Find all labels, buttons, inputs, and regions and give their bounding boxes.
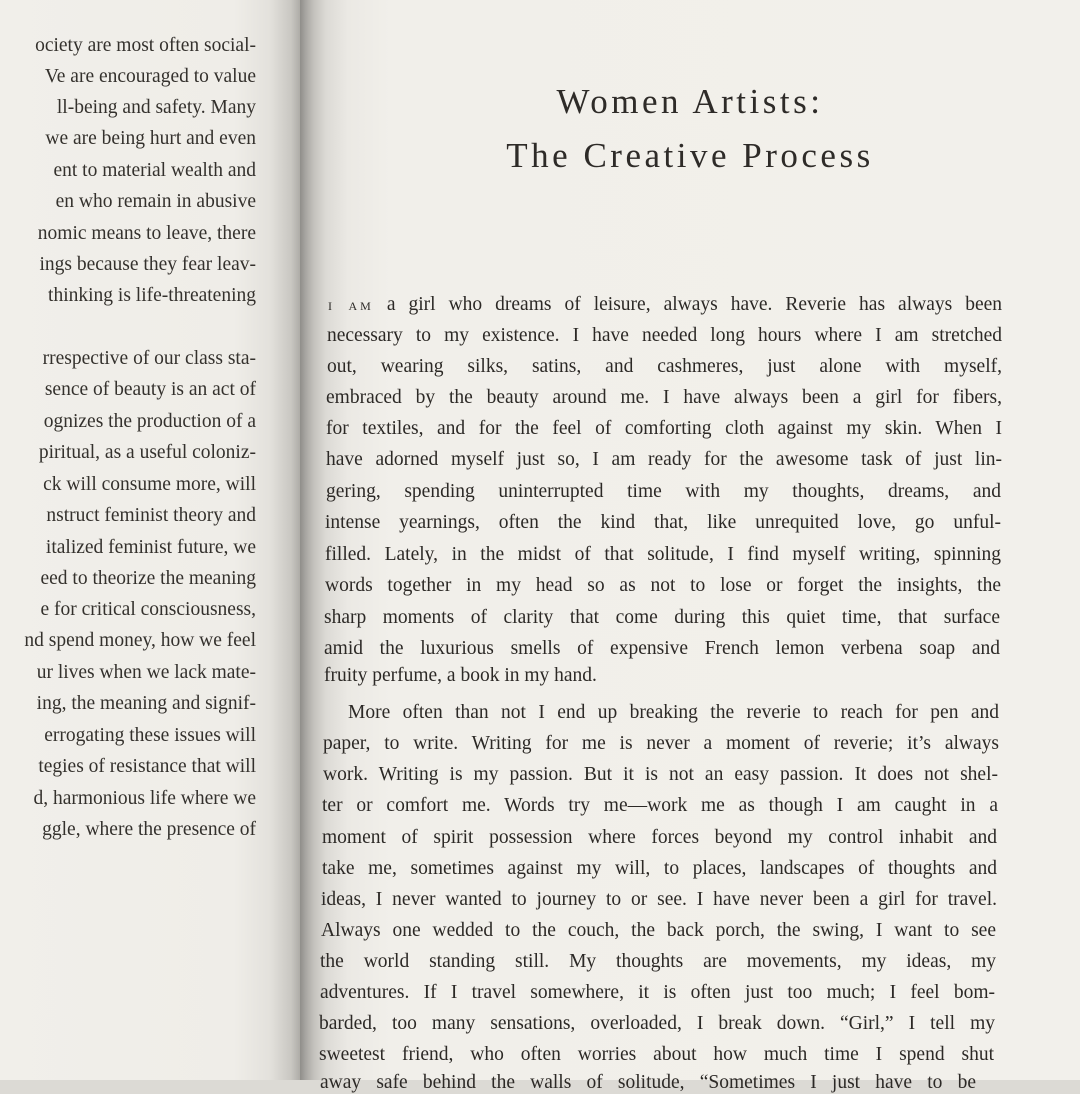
left-page-line: ognizes the production of a	[43, 411, 256, 432]
paragraph-line: amid the luxurious smells of expensive French lemon verbena soap and	[324, 638, 1000, 659]
left-page-line: ll-being and safety. Many	[56, 97, 256, 118]
left-page-line: ent to material wealth and	[53, 160, 256, 181]
chapter-title-line-1: Women Artists:	[556, 82, 824, 121]
left-page-line: ur lives when we lack mate-	[36, 662, 256, 683]
left-page-line: e for critical consciousness,	[40, 599, 256, 620]
opening-line	[328, 294, 1002, 317]
paragraph-line: out, wearing silks, satins, and cashmeres, just alone with myself,	[327, 356, 1002, 377]
paragraph-line: for textiles, and for the feel of comforting cloth against my skin. When I	[326, 418, 1002, 439]
paragraph-line: fruity perfume, a book in my hand.	[324, 665, 597, 686]
paragraph-line: intense yearnings, often the kind that, like unrequited love, go unful-	[325, 512, 1001, 533]
left-page-line: italized feminist future, we	[45, 537, 256, 558]
paragraph-line: ideas, I never wanted to journey to or see. I have never been a girl for travel.	[321, 889, 997, 910]
left-page-line: eed to theorize the meaning	[40, 568, 256, 589]
paragraph-line: have adorned myself just so, I am ready for the awesome task of just lin-	[326, 449, 1002, 470]
left-page-line: errogating these issues will	[44, 725, 256, 746]
chapter-title-line-2: The Creative Process	[506, 136, 874, 175]
paragraph-line: ter or comfort me. Words try me—work me as though I am caught in a	[322, 795, 998, 816]
paragraph-line: barded, too many sensations, overloaded, I break down. “Girl,” I tell my	[319, 1013, 995, 1034]
left-page-line: en who remain in abusive	[55, 191, 256, 212]
paragraph-line: paper, to write. Writing for me is never a moment of reverie; it’s always	[323, 733, 999, 754]
paragraph-line: work. Writing is my passion. But it is not an easy passion. It does not shel-	[323, 764, 998, 785]
left-page-line: nd spend money, how we feel	[24, 630, 256, 651]
paragraph-line: filled. Lately, in the midst of that solitude, I find myself writing, spinning	[325, 544, 1001, 565]
left-page-line: ck will consume more, will	[43, 474, 256, 495]
left-page-line: d, harmonious life where we	[33, 788, 256, 809]
paragraph-line: words together in my head so as not to lose or forget the insights, the	[325, 575, 1001, 596]
right-page	[300, 0, 1080, 1080]
left-page-line: ociety are most often social-	[35, 35, 256, 56]
paragraph-line: sweetest friend, who often worries about how much time I spend shut	[319, 1044, 994, 1065]
left-page-line: rrespective of our class sta-	[42, 348, 256, 369]
left-page-line: piritual, as a useful coloniz-	[38, 442, 256, 463]
paragraph-line: away safe behind the walls of solitude, “Sometimes I just have to be	[320, 1072, 976, 1093]
left-page-line: ings because they fear leav-	[39, 254, 256, 275]
paragraph-line: necessary to my existence. I have needed long hours where I am stretched	[327, 325, 1002, 346]
paragraph-line: moment of spirit possession where forces beyond my control inhabit and	[322, 827, 997, 848]
left-page-line: thinking is life-threatening	[48, 285, 256, 306]
paragraph-line: take me, sometimes against my will, to places, landscapes of thoughts and	[322, 858, 997, 879]
paragraph-line: gering, spending uninterrupted time with my thoughts, dreams, and	[326, 481, 1001, 502]
paragraph-line: sharp moments of clarity that come during this quiet time, that surface	[324, 607, 1000, 628]
paragraph-line: the world standing still. My thoughts are movements, my ideas, my	[320, 951, 996, 972]
opening-smallcaps: I AM	[328, 299, 374, 313]
left-page-line: nomic means to leave, there	[37, 223, 256, 244]
left-page-line: ggle, where the presence of	[42, 819, 256, 840]
paragraph-line: Always one wedded to the couch, the back porch, the swing, I want to see	[321, 920, 996, 941]
left-page-line: we are being hurt and even	[45, 128, 256, 149]
paragraph-line: adventures. If I travel somewhere, it is often just too much; I feel bom-	[320, 982, 995, 1003]
left-page-line: sence of beauty is an act of	[44, 379, 256, 400]
clipped-next-line	[320, 1072, 980, 1093]
left-page-line: tegies of resistance that will	[38, 756, 256, 777]
left-page-line: Ve are encouraged to value	[44, 66, 256, 87]
left-page-line: ing, the meaning and signif-	[36, 693, 256, 714]
left-page	[0, 0, 300, 1080]
left-page-line: nstruct feminist theory and	[46, 505, 256, 526]
paragraph-line: a girl who dreams of leisure, always have. Reverie has always been	[386, 294, 1003, 315]
paragraph-line: More often than not I end up breaking the reverie to reach for pen and	[348, 702, 999, 723]
paragraph-line: embraced by the beauty around me. I have always been a girl for fibers,	[326, 387, 1002, 408]
